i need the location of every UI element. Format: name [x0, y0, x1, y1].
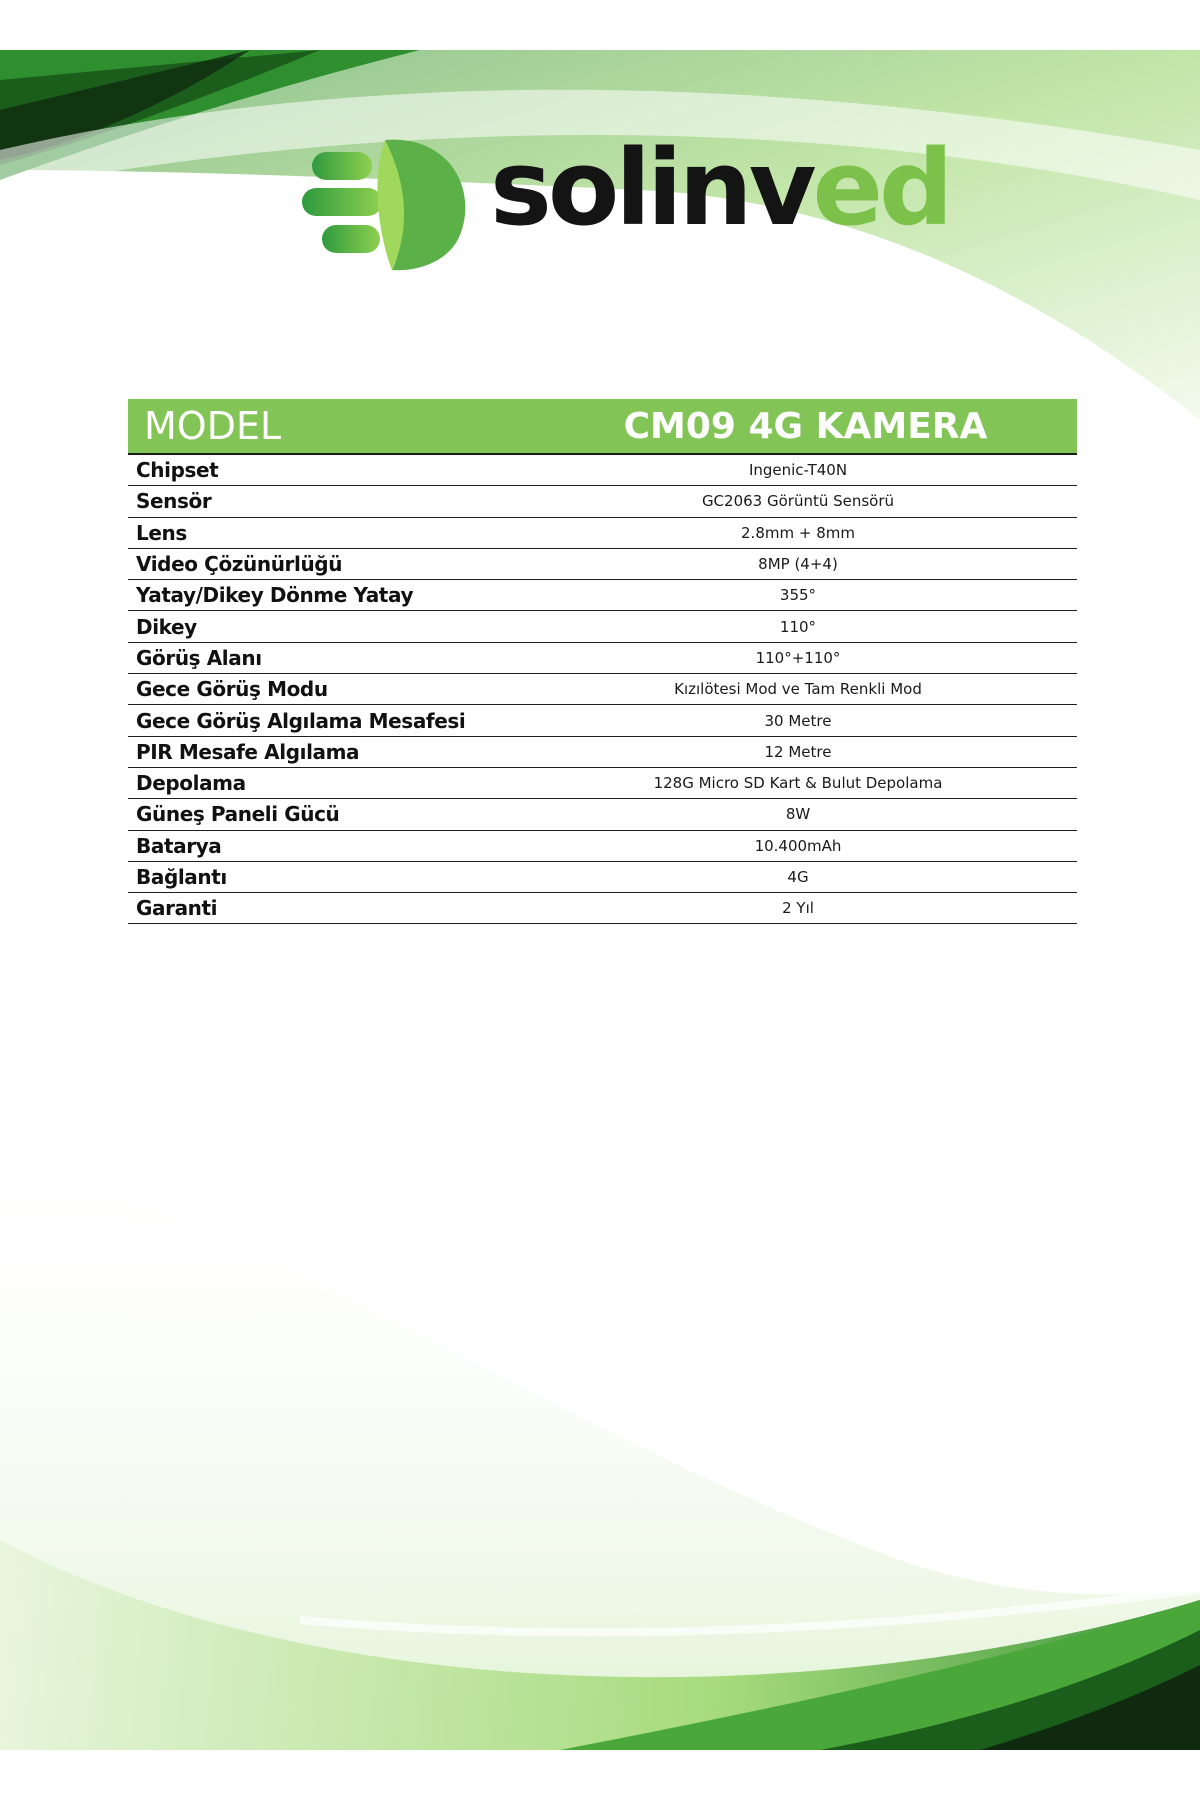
spec-label: Gece Görüş Modu: [136, 677, 328, 702]
spec-value: Kızılötesi Mod ve Tam Renkli Mod: [674, 680, 922, 699]
spec-value: 8MP (4+4): [758, 555, 838, 574]
spec-label: Video Çözünürlüğü: [136, 552, 343, 577]
leaf-logo-icon: [300, 130, 480, 280]
spec-row: [128, 862, 1077, 893]
spec-label: Bağlantı: [136, 865, 227, 889]
spec-value: GC2063 Görüntü Sensörü: [701, 492, 895, 511]
spec-value: 10.400mAh: [754, 836, 842, 855]
spec-label: PIR Mesafe Algılama: [136, 739, 360, 764]
brand-name-green: ed: [812, 127, 950, 249]
spec-value: 2.8mm + 8mm: [741, 523, 855, 542]
brand-wordmark: [490, 127, 950, 249]
spec-row: [128, 831, 1077, 862]
spec-label: Yatay/Dikey Dönme Yatay: [136, 583, 414, 608]
spec-label: Chipset: [136, 458, 219, 483]
spec-label: Gece Görüş Algılama Mesafesi: [136, 708, 466, 733]
spec-label: Sensör: [136, 489, 212, 514]
spec-row: [128, 643, 1077, 674]
spec-label: Depolama: [136, 771, 246, 796]
spec-row: [128, 611, 1077, 642]
spec-row: [128, 580, 1077, 611]
spec-value: 110°+110°: [755, 648, 841, 667]
spec-value: 2 Yıl: [782, 899, 814, 918]
spec-value: 8W: [785, 805, 811, 824]
spec-value: Ingenic-T40N: [748, 461, 848, 480]
spec-row: [128, 768, 1077, 799]
spec-row: [128, 893, 1077, 924]
brand-name-dark: solinv: [490, 127, 813, 249]
spec-label: Görüş Alanı: [136, 645, 262, 670]
spec-row: [128, 799, 1077, 830]
spec-value: 12 Metre: [764, 742, 832, 761]
spec-row: [128, 705, 1077, 736]
spec-label: Güneş Paneli Gücü: [136, 802, 340, 827]
spec-row: [128, 549, 1077, 580]
spec-row: [128, 737, 1077, 768]
spec-label: Garanti: [136, 896, 218, 921]
spec-value: 4G: [787, 868, 809, 886]
spec-row: [128, 486, 1077, 517]
spec-label: Dikey: [136, 614, 197, 639]
spec-label: Lens: [136, 520, 187, 545]
spec-row: [128, 674, 1077, 705]
spec-value: 128G Micro SD Kart & Bulut Depolama: [653, 774, 943, 793]
model-value: CM09 4G KAMERA: [623, 405, 988, 447]
spec-value: 30 Metre: [764, 711, 832, 730]
spec-row: [128, 455, 1077, 486]
brand-logo: [300, 127, 950, 280]
spec-row: [128, 518, 1077, 549]
model-label: MODEL: [144, 404, 282, 448]
spec-table: [128, 399, 1077, 924]
spec-label: Batarya: [136, 833, 222, 858]
spec-table-header: [128, 399, 1077, 455]
spec-value: 355°: [779, 586, 817, 605]
spec-value: 110°: [779, 617, 817, 636]
